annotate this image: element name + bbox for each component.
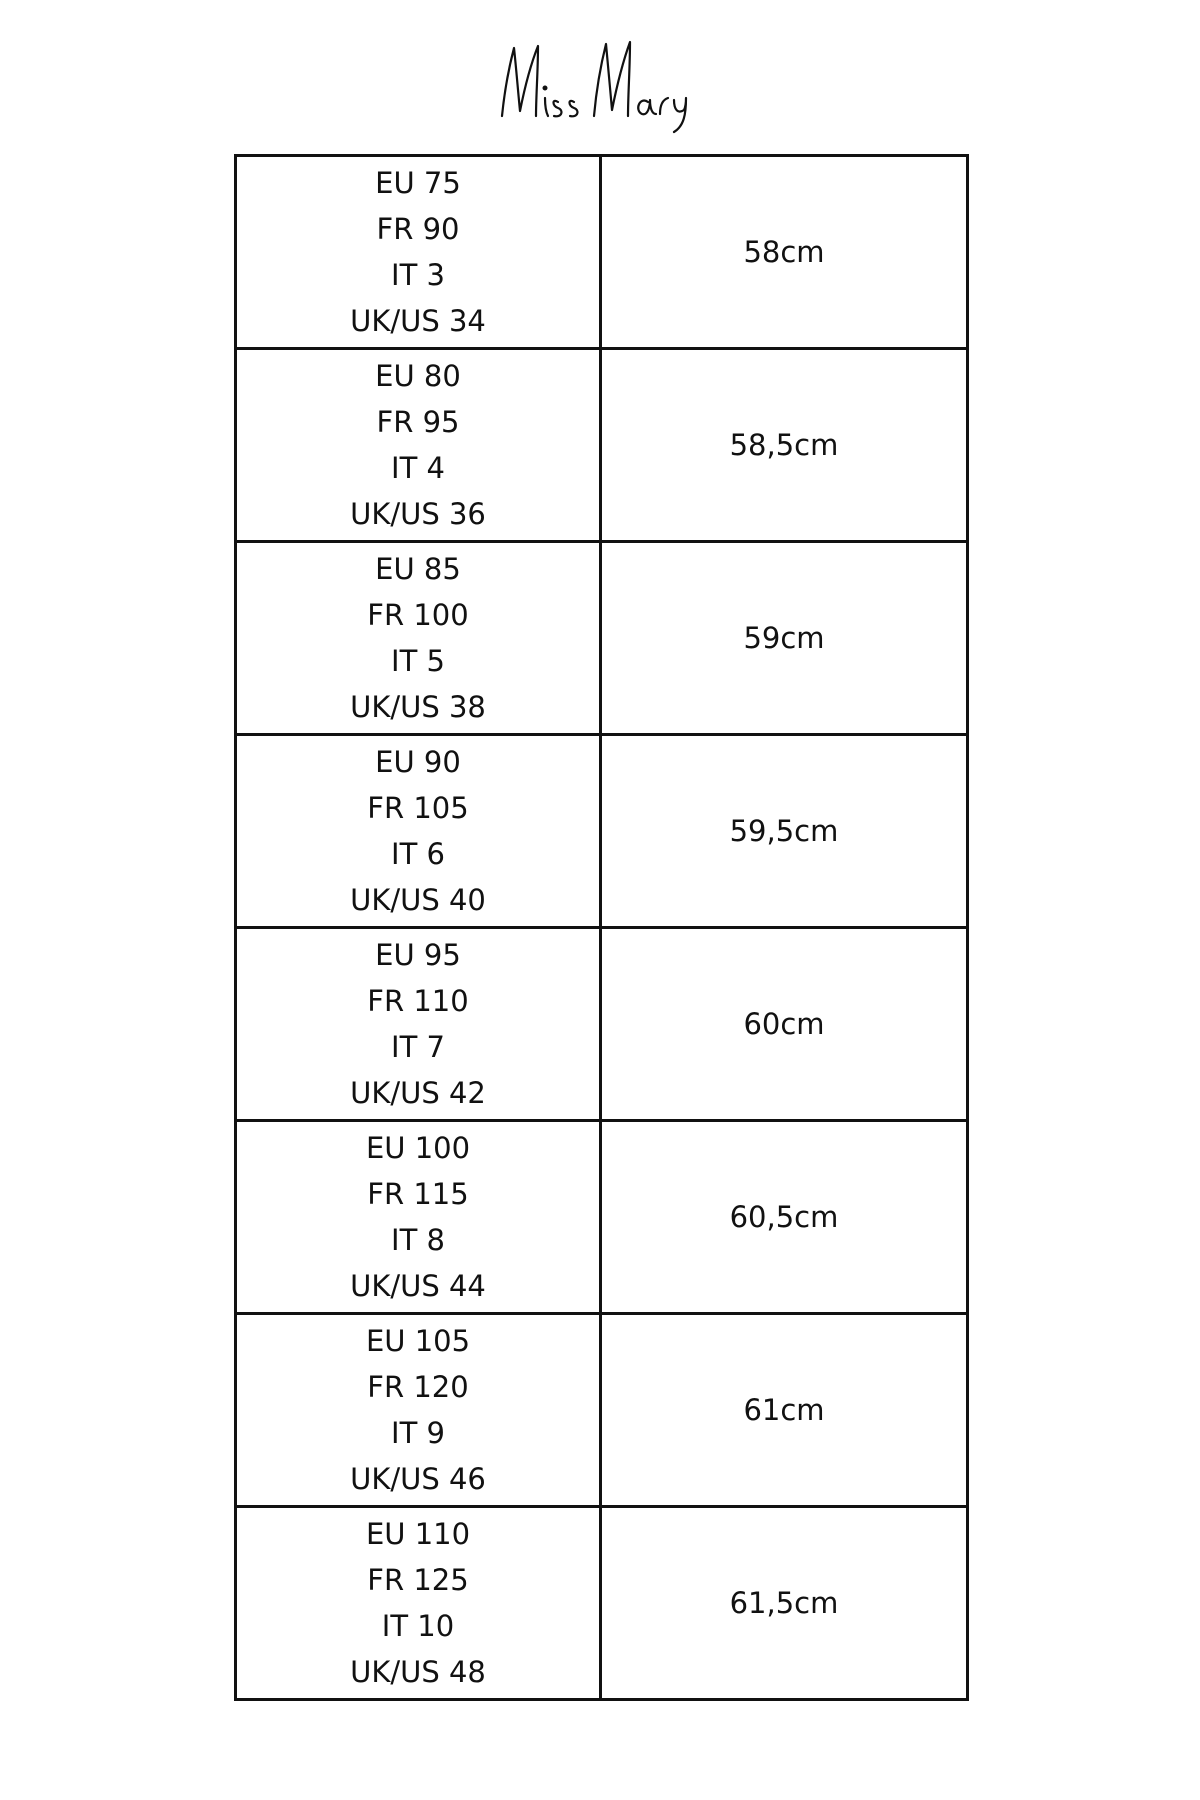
length-cell: 61,5cm <box>601 1507 968 1700</box>
size-it: IT 10 <box>381 1609 455 1643</box>
length-cell: 59,5cm <box>601 735 968 928</box>
size-conversion-cell <box>236 156 601 349</box>
size-conversion-cell <box>236 1314 601 1507</box>
size-eu: EU 80 <box>375 359 461 393</box>
size-uk-us: UK/US 42 <box>350 1076 486 1110</box>
size-uk-us: UK/US 36 <box>350 497 486 531</box>
size-it: IT 8 <box>391 1223 445 1257</box>
size-conversion-cell <box>236 1507 601 1700</box>
size-uk-us: UK/US 34 <box>350 304 486 338</box>
miss-mary-script-logo-icon <box>490 36 710 136</box>
size-eu: EU 110 <box>365 1517 471 1551</box>
length-cell: 59cm <box>601 542 968 735</box>
size-conversion-cell <box>236 928 601 1121</box>
size-uk-us: UK/US 44 <box>350 1269 486 1303</box>
size-conversion-cell <box>236 735 601 928</box>
size-uk-us: UK/US 38 <box>350 690 486 724</box>
table-row <box>236 1121 968 1314</box>
size-fr: FR 105 <box>367 791 469 825</box>
size-eu: EU 100 <box>365 1131 471 1165</box>
size-uk-us: UK/US 48 <box>350 1655 486 1689</box>
size-fr: FR 120 <box>367 1370 469 1404</box>
table-row <box>236 1314 968 1507</box>
table-row <box>236 542 968 735</box>
size-eu: EU 85 <box>375 552 461 586</box>
size-fr: FR 90 <box>376 212 460 246</box>
size-fr: FR 115 <box>367 1177 469 1211</box>
size-it: IT 7 <box>391 1030 445 1064</box>
size-conversion-cell <box>236 349 601 542</box>
size-eu: EU 75 <box>375 166 461 200</box>
size-it: IT 6 <box>391 837 445 871</box>
size-it: IT 3 <box>391 258 445 292</box>
size-it: IT 5 <box>391 644 445 678</box>
length-cell: 60cm <box>601 928 968 1121</box>
length-cell: 61cm <box>601 1314 968 1507</box>
table-row <box>236 156 968 349</box>
size-chart-table <box>234 154 969 1701</box>
table-row <box>236 1507 968 1700</box>
length-cell: 58cm <box>601 156 968 349</box>
size-eu: EU 90 <box>375 745 461 779</box>
size-uk-us: UK/US 40 <box>350 883 486 917</box>
table-row <box>236 928 968 1121</box>
length-cell: 58,5cm <box>601 349 968 542</box>
length-cell: 60,5cm <box>601 1121 968 1314</box>
size-it: IT 4 <box>391 451 445 485</box>
size-eu: EU 95 <box>375 938 461 972</box>
size-uk-us: UK/US 46 <box>350 1462 486 1496</box>
size-fr: FR 100 <box>367 598 469 632</box>
size-fr: FR 95 <box>376 405 460 439</box>
size-it: IT 9 <box>391 1416 445 1450</box>
table-row <box>236 349 968 542</box>
brand-logo <box>490 36 710 136</box>
size-chart-body <box>236 156 968 1700</box>
size-eu: EU 105 <box>365 1324 471 1358</box>
size-conversion-cell <box>236 542 601 735</box>
size-fr: FR 110 <box>367 984 469 1018</box>
table-row <box>236 735 968 928</box>
size-fr: FR 125 <box>367 1563 469 1597</box>
size-conversion-cell <box>236 1121 601 1314</box>
